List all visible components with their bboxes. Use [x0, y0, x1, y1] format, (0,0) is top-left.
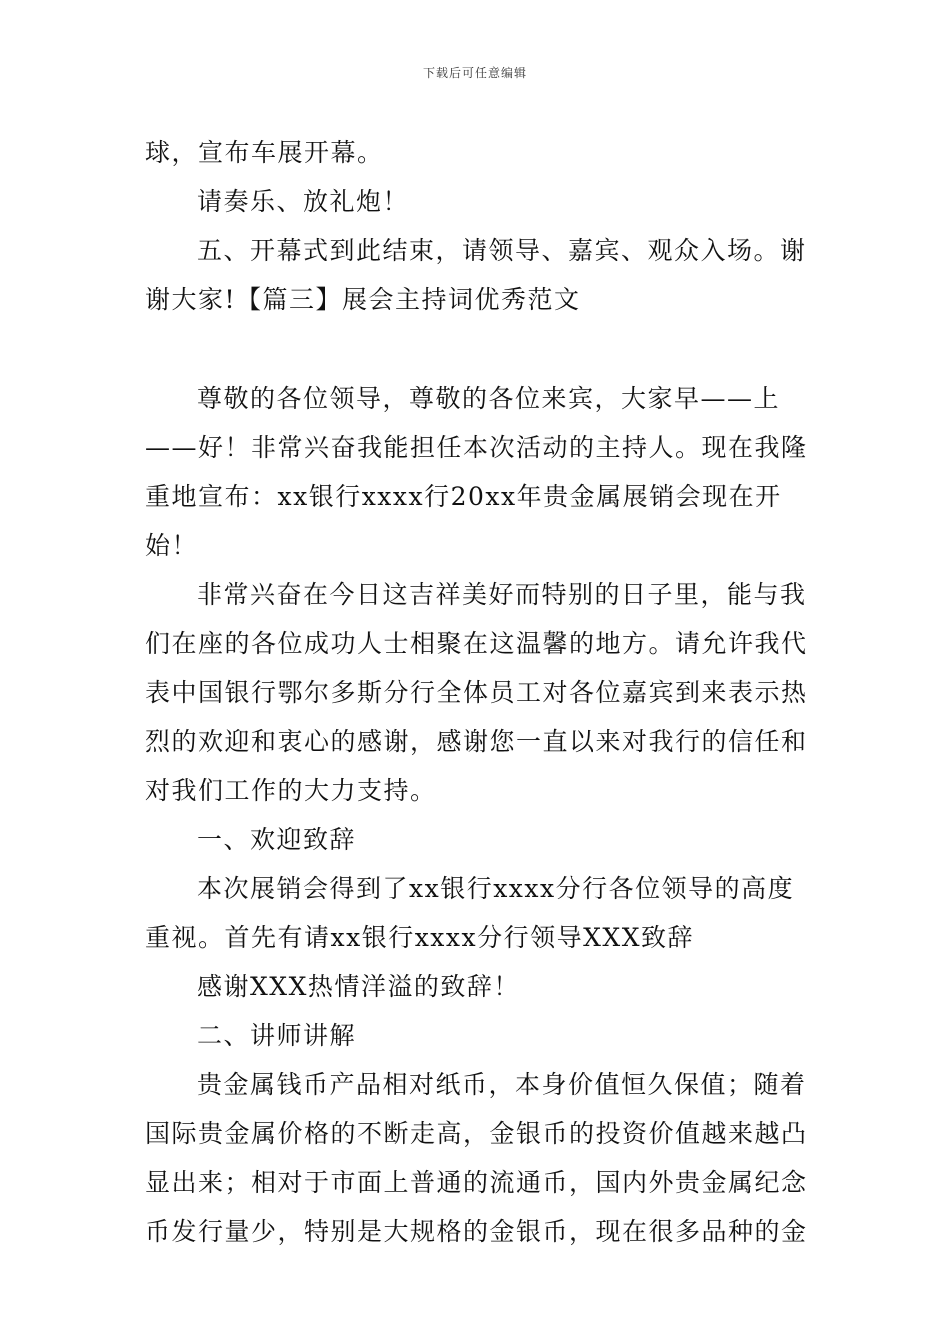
section-heading-lecture: 二、讲师讲解 — [197, 1021, 357, 1050]
paragraph-continuation: 球，宣布车展开幕。 — [145, 138, 384, 167]
paragraph-welcome: 非常兴奋在今日这吉祥美好而特别的日子里，能与我们在座的各位成功人士相聚在这温馨的地方。请允许我代表中国银行鄂尔多斯分行全体员工对各位嘉宾到来表示热烈的欢迎和衷心的感谢，感谢您一直以来对我行的信任和对我们工作的大力支持。 — [145, 580, 808, 805]
section-heading-welcome-speech: 一、欢迎致辞 — [197, 825, 357, 854]
page-header-note: 下载后可任意编辑 — [422, 66, 527, 80]
paragraph-music: 请奏乐、放礼炮！ — [197, 187, 410, 216]
document-body — [145, 128, 810, 1256]
paragraph-precious-metals: 贵金属钱币产品相对纸币，本身价值恒久保值；随着国际贵金属价格的不断走高，金银币的投资价值越来越凸显出来；相对于市面上普通的流通币，国内外贵金属纪念币发行量少，特别是大规格的金银币，现在很多品种的金 — [145, 1070, 808, 1246]
paragraph-closing: 五、开幕式到此结束，请领导、嘉宾、观众入场。谢谢大家!【篇三】展会主持词优秀范文 — [145, 236, 807, 314]
paragraph-greeting: 尊敬的各位领导，尊敬的各位来宾，大家早——上——好！非常兴奋我能担任本次活动的主持人。现在我隆重地宣布：xx银行xxxx行20xx年贵金属展销会现在开始！ — [145, 384, 808, 560]
paragraph-speech-intro: 本次展销会得到了xx银行xxxx分行各位领导的高度重视。首先有请xx银行xxxx分行领导XXX致辞 — [145, 874, 795, 952]
paragraph-thanks: 感谢XXX热情洋溢的致辞！ — [197, 972, 520, 1001]
paragraph-gap — [145, 324, 810, 374]
